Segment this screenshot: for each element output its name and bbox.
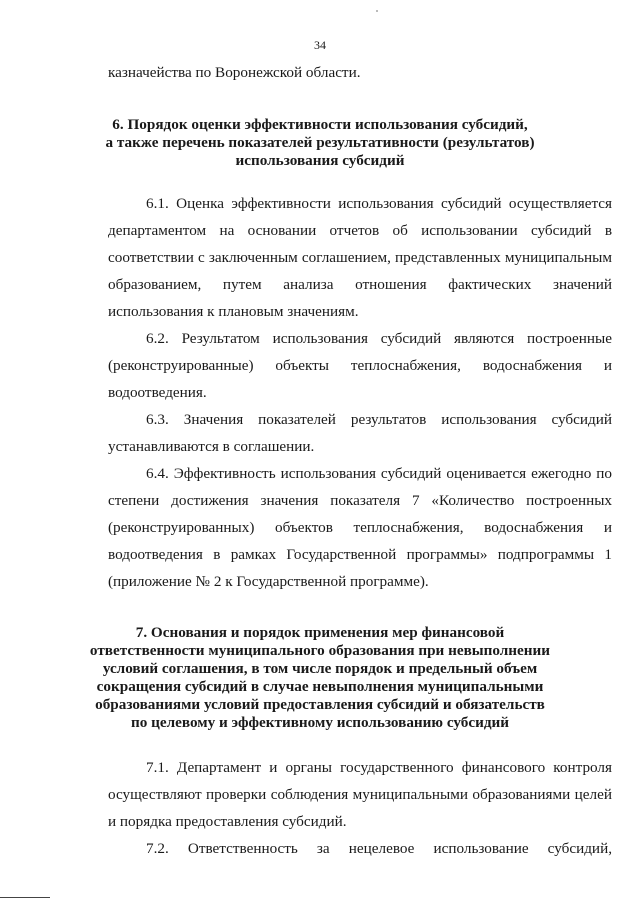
paragraph-7-1-line-2: осуществляют проверки соблюдения муниципальными образованиями целей <box>108 786 612 803</box>
scan-dot <box>376 10 378 12</box>
paragraph-6-3-line-1: 6.3. Значения показателей результатов использования субсидий <box>146 411 612 428</box>
section-6-heading-line-1: 6. Порядок оценки эффективности использования субсидий, <box>112 116 528 133</box>
paragraph-6-1-line-4: образованием, путем анализа отношения фактических значений <box>108 276 612 293</box>
section-7-heading-line-6: по целевому и эффективному использованию субсидий <box>130 714 510 731</box>
page-number: 34 <box>314 38 326 52</box>
paragraph-6-1-line-3: соответствии с заключенным соглашением, представленных муниципальным <box>108 249 612 266</box>
paragraph-6-2-line-3: водоотведения. <box>108 384 207 401</box>
paragraph-6-4-line-1: 6.4. Эффективность использования субсидий оценивается ежегодно по <box>146 465 612 482</box>
paragraph-6-4-line-5: (приложение № 2 к Государственной программе). <box>108 573 429 590</box>
paragraph-6-1-line-2: департаментом на основании отчетов об использовании субсидий в <box>108 222 612 239</box>
section-7-heading-line-1: 7. Основания и порядок применения мер финансовой <box>135 624 505 641</box>
section-7-heading-line-3: условий соглашения, в том числе порядок и предельный объем <box>102 660 538 677</box>
paragraph-6-1-line-5: использования к плановым значениям. <box>108 303 359 320</box>
section-7-heading-line-2: ответственности муниципального образования при невыполнении <box>89 642 551 659</box>
paragraph-6-4-line-4: водоотведения в рамках Государственной программы» подпрограммы 1 <box>108 546 612 563</box>
paragraph-6-1-line-1: 6.1. Оценка эффективности использования субсидий осуществляется <box>146 195 612 212</box>
paragraph-6-3-line-2: устанавливаются в соглашении. <box>108 438 315 455</box>
section-6-heading-line-3: использования субсидий <box>235 152 405 169</box>
section-7-heading-line-4: сокращения субсидий в случае невыполнения муниципальными <box>96 678 544 695</box>
paragraph-6-2-line-2: (реконструированные) объекты теплоснабжения, водоснабжения и <box>108 357 612 374</box>
section-7-heading-line-5: образованиями условий предоставления субсидий и обязательств <box>95 696 545 713</box>
intro-line: казначейства по Воронежской области. <box>108 64 361 81</box>
paragraph-6-2-line-1: 6.2. Результатом использования субсидий являются построенные <box>146 330 612 347</box>
paragraph-7-1-line-3: и порядка предоставления субсидий. <box>108 813 347 830</box>
section-6-heading-line-2: а также перечень показателей результативности (результатов) <box>105 134 535 151</box>
scan-edge-line <box>0 897 50 898</box>
paragraph-7-2-line-1: 7.2. Ответственность за нецелевое использование субсидий, <box>146 840 612 857</box>
paragraph-6-4-line-2: степени достижения значения показателя 7 «Количество построенных <box>108 492 612 509</box>
paragraph-6-4-line-3: (реконструированных) объектов теплоснабжения, водоснабжения и <box>108 519 612 536</box>
paragraph-7-1-line-1: 7.1. Департамент и органы государственного финансового контроля <box>146 759 612 776</box>
